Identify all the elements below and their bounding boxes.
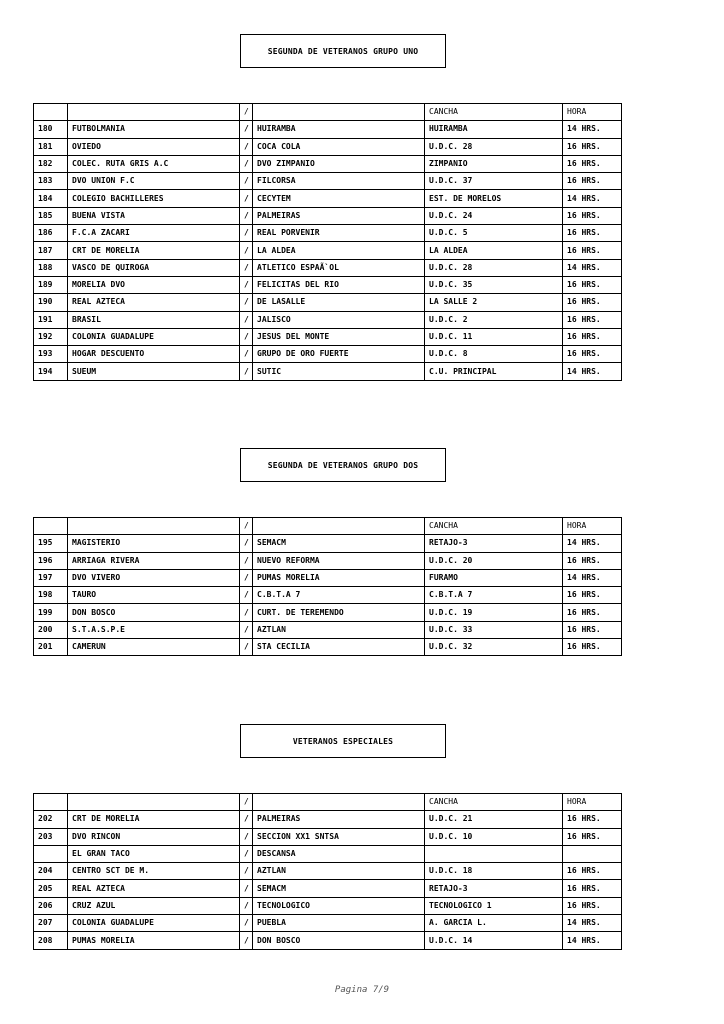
field-cell: CANCHA [425, 794, 563, 811]
match-number: 208 [34, 932, 68, 949]
field-cell: U.D.C. 11 [425, 328, 563, 345]
field-cell: U.D.C. 2 [425, 311, 563, 328]
field-cell: TECNOLOGICO 1 [425, 897, 563, 914]
table-row [34, 604, 622, 621]
table-row [34, 346, 622, 363]
page-footer: Pagina 7/9 [334, 985, 390, 995]
separator: / [240, 604, 253, 621]
home-team [68, 104, 240, 121]
separator: / [240, 639, 253, 656]
table-row [34, 294, 622, 311]
away-team: REAL PORVENIR [253, 225, 425, 242]
field-cell: U.D.C. 19 [425, 604, 563, 621]
table-row [34, 863, 622, 880]
home-team: S.T.A.S.P.E [68, 621, 240, 638]
home-team: VASCO DE QUIROGA [68, 259, 240, 276]
field-cell: U.D.C. 33 [425, 621, 563, 638]
schedule-table [33, 517, 622, 656]
away-team: AZTLAN [253, 621, 425, 638]
away-team: DVO ZIMPANIO [253, 155, 425, 172]
field-cell: U.D.C. 21 [425, 811, 563, 828]
time-cell: 16 HRS. [563, 207, 622, 224]
match-number: 190 [34, 294, 68, 311]
field-cell: LA SALLE 2 [425, 294, 563, 311]
match-number: 182 [34, 155, 68, 172]
table-row [34, 242, 622, 259]
separator: / [240, 518, 253, 535]
match-number: 199 [34, 604, 68, 621]
table-row [34, 932, 622, 949]
table-row [34, 621, 622, 638]
home-team: COLONIA GUADALUPE [68, 915, 240, 932]
table-row [34, 639, 622, 656]
home-team: SUEUM [68, 363, 240, 380]
time-cell: 16 HRS. [563, 173, 622, 190]
away-team: CECYTEM [253, 190, 425, 207]
match-number: 192 [34, 328, 68, 345]
separator: / [240, 621, 253, 638]
away-team: NUEVO REFORMA [253, 552, 425, 569]
table-row [34, 535, 622, 552]
time-cell: 16 HRS. [563, 225, 622, 242]
field-cell: U.D.C. 5 [425, 225, 563, 242]
field-cell: U.D.C. 18 [425, 863, 563, 880]
away-team: PALMEIRAS [253, 207, 425, 224]
home-team: COLONIA GUADALUPE [68, 328, 240, 345]
separator: / [240, 121, 253, 138]
match-number: 201 [34, 639, 68, 656]
separator: / [240, 190, 253, 207]
time-cell: 14 HRS. [563, 259, 622, 276]
table-header-row [34, 794, 622, 811]
away-team: DE LASALLE [253, 294, 425, 311]
away-team: HUIRAMBA [253, 121, 425, 138]
field-cell: RETAJO-3 [425, 535, 563, 552]
separator: / [240, 242, 253, 259]
time-cell: 16 HRS. [563, 880, 622, 897]
time-cell: 16 HRS. [563, 604, 622, 621]
match-number: 191 [34, 311, 68, 328]
separator: / [240, 104, 253, 121]
time-cell: 14 HRS. [563, 915, 622, 932]
field-cell: EST. DE MORELOS [425, 190, 563, 207]
match-number: 207 [34, 915, 68, 932]
separator: / [240, 794, 253, 811]
separator: / [240, 535, 253, 552]
field-cell: U.D.C. 8 [425, 346, 563, 363]
time-cell: 16 HRS. [563, 328, 622, 345]
table-row [34, 328, 622, 345]
field-cell: FURAMO [425, 569, 563, 586]
separator: / [240, 328, 253, 345]
away-team: DON BOSCO [253, 932, 425, 949]
separator: / [240, 880, 253, 897]
field-cell: U.D.C. 20 [425, 552, 563, 569]
time-cell: 16 HRS. [563, 552, 622, 569]
away-team: SEMACM [253, 535, 425, 552]
home-team: EL GRAN TACO [68, 845, 240, 862]
home-team: CRT DE MORELIA [68, 242, 240, 259]
away-team [253, 518, 425, 535]
separator: / [240, 828, 253, 845]
field-cell: U.D.C. 24 [425, 207, 563, 224]
home-team: ARRIAGA RIVERA [68, 552, 240, 569]
table-row [34, 363, 622, 380]
home-team: REAL AZTECA [68, 294, 240, 311]
away-team: PUEBLA [253, 915, 425, 932]
match-number: 180 [34, 121, 68, 138]
home-team: F.C.A ZACARI [68, 225, 240, 242]
separator: / [240, 259, 253, 276]
table-row [34, 915, 622, 932]
match-number: 189 [34, 276, 68, 293]
away-team: DESCANSA [253, 845, 425, 862]
away-team: LA ALDEA [253, 242, 425, 259]
separator: / [240, 811, 253, 828]
separator: / [240, 569, 253, 586]
away-team: COCA COLA [253, 138, 425, 155]
home-team: CENTRO SCT DE M. [68, 863, 240, 880]
away-team: FILCORSA [253, 173, 425, 190]
time-cell: 16 HRS. [563, 587, 622, 604]
table-row [34, 173, 622, 190]
match-number: 188 [34, 259, 68, 276]
time-cell: 16 HRS. [563, 811, 622, 828]
match-number: 197 [34, 569, 68, 586]
home-team: OVIEDO [68, 138, 240, 155]
separator: / [240, 207, 253, 224]
table-row [34, 811, 622, 828]
field-cell: U.D.C. 10 [425, 828, 563, 845]
field-cell: LA ALDEA [425, 242, 563, 259]
away-team: CURT. DE TEREMENDO [253, 604, 425, 621]
time-cell: 16 HRS. [563, 311, 622, 328]
match-number: 184 [34, 190, 68, 207]
separator: / [240, 294, 253, 311]
time-cell: 14 HRS. [563, 932, 622, 949]
away-team: SECCION XX1 SNTSA [253, 828, 425, 845]
match-number: 187 [34, 242, 68, 259]
time-cell: 16 HRS. [563, 294, 622, 311]
home-team: COLEGIO BACHILLERES [68, 190, 240, 207]
table-row [34, 845, 622, 862]
time-cell: 16 HRS. [563, 897, 622, 914]
home-team: MAGISTERIO [68, 535, 240, 552]
separator: / [240, 276, 253, 293]
separator: / [240, 363, 253, 380]
table-row [34, 207, 622, 224]
time-cell: HORA [563, 104, 622, 121]
away-team: PUMAS MORELIA [253, 569, 425, 586]
separator: / [240, 845, 253, 862]
match-number: 193 [34, 346, 68, 363]
separator: / [240, 346, 253, 363]
home-team: BUENA VISTA [68, 207, 240, 224]
away-team: PALMEIRAS [253, 811, 425, 828]
match-number: 204 [34, 863, 68, 880]
match-number: 194 [34, 363, 68, 380]
table-row [34, 897, 622, 914]
time-cell: 14 HRS. [563, 569, 622, 586]
match-number: 206 [34, 897, 68, 914]
separator: / [240, 311, 253, 328]
table-row [34, 311, 622, 328]
home-team: DVO VIVERO [68, 569, 240, 586]
home-team: COLEC. RUTA GRIS A.C [68, 155, 240, 172]
time-cell: 16 HRS. [563, 155, 622, 172]
table-row [34, 155, 622, 172]
away-team: AZTLAN [253, 863, 425, 880]
field-cell: U.D.C. 32 [425, 639, 563, 656]
time-cell: HORA [563, 518, 622, 535]
away-team: SEMACM [253, 880, 425, 897]
field-cell: ZIMPANIO [425, 155, 563, 172]
separator: / [240, 155, 253, 172]
table-row [34, 225, 622, 242]
away-team: TECNOLOGICO [253, 897, 425, 914]
match-number: 185 [34, 207, 68, 224]
match-number: 196 [34, 552, 68, 569]
time-cell: HORA [563, 794, 622, 811]
table-header-row [34, 518, 622, 535]
schedule-table [33, 103, 622, 381]
section-title: SEGUNDA DE VETERANOS GRUPO UNO [240, 34, 446, 68]
field-cell: A. GARCIA L. [425, 915, 563, 932]
home-team: HOGAR DESCUENTO [68, 346, 240, 363]
home-team [68, 518, 240, 535]
match-number [34, 845, 68, 862]
table-row [34, 190, 622, 207]
separator: / [240, 173, 253, 190]
table-row [34, 828, 622, 845]
separator: / [240, 138, 253, 155]
time-cell: 16 HRS. [563, 828, 622, 845]
away-team: FELICITAS DEL RIO [253, 276, 425, 293]
time-cell: 16 HRS. [563, 639, 622, 656]
field-cell: U.D.C. 28 [425, 138, 563, 155]
time-cell: 14 HRS. [563, 190, 622, 207]
time-cell: 14 HRS. [563, 535, 622, 552]
field-cell: C.B.T.A 7 [425, 587, 563, 604]
time-cell: 14 HRS. [563, 363, 622, 380]
match-number: 198 [34, 587, 68, 604]
match-number: 195 [34, 535, 68, 552]
match-number: 202 [34, 811, 68, 828]
separator: / [240, 863, 253, 880]
home-team: DVO RINCON [68, 828, 240, 845]
table-row [34, 552, 622, 569]
time-cell: 16 HRS. [563, 138, 622, 155]
match-number [34, 518, 68, 535]
field-cell [425, 845, 563, 862]
match-number: 200 [34, 621, 68, 638]
home-team: REAL AZTECA [68, 880, 240, 897]
separator: / [240, 587, 253, 604]
home-team: DVO UNION F.C [68, 173, 240, 190]
away-team: ATLETICO ESPAÃ`OL [253, 259, 425, 276]
home-team: CAMERUN [68, 639, 240, 656]
time-cell: 16 HRS. [563, 863, 622, 880]
away-team [253, 794, 425, 811]
table-row [34, 880, 622, 897]
home-team: PUMAS MORELIA [68, 932, 240, 949]
match-number [34, 794, 68, 811]
field-cell: RETAJO-3 [425, 880, 563, 897]
home-team: BRASIL [68, 311, 240, 328]
field-cell: HUIRAMBA [425, 121, 563, 138]
home-team: FUTBOLMANIA [68, 121, 240, 138]
separator: / [240, 932, 253, 949]
away-team: JESUS DEL MONTE [253, 328, 425, 345]
separator: / [240, 552, 253, 569]
field-cell: U.D.C. 37 [425, 173, 563, 190]
home-team: DON BOSCO [68, 604, 240, 621]
table-row [34, 121, 622, 138]
match-number: 183 [34, 173, 68, 190]
table-row [34, 259, 622, 276]
table-header-row [34, 104, 622, 121]
schedule-table [33, 793, 622, 950]
field-cell: U.D.C. 35 [425, 276, 563, 293]
time-cell: 14 HRS. [563, 121, 622, 138]
away-team: JALISCO [253, 311, 425, 328]
away-team [253, 104, 425, 121]
home-team: TAURO [68, 587, 240, 604]
time-cell: 16 HRS. [563, 346, 622, 363]
separator: / [240, 897, 253, 914]
field-cell: U.D.C. 14 [425, 932, 563, 949]
home-team: CRUZ AZUL [68, 897, 240, 914]
away-team: C.B.T.A 7 [253, 587, 425, 604]
separator: / [240, 225, 253, 242]
table-row [34, 276, 622, 293]
field-cell: C.U. PRINCIPAL [425, 363, 563, 380]
match-number: 186 [34, 225, 68, 242]
home-team: CRT DE MORELIA [68, 811, 240, 828]
match-number: 181 [34, 138, 68, 155]
match-number: 205 [34, 880, 68, 897]
away-team: SUTIC [253, 363, 425, 380]
time-cell: 16 HRS. [563, 242, 622, 259]
away-team: STA CECILIA [253, 639, 425, 656]
match-number [34, 104, 68, 121]
time-cell [563, 845, 622, 862]
field-cell: CANCHA [425, 518, 563, 535]
time-cell: 16 HRS. [563, 621, 622, 638]
time-cell: 16 HRS. [563, 276, 622, 293]
field-cell: U.D.C. 28 [425, 259, 563, 276]
home-team: MORELIA DVO [68, 276, 240, 293]
away-team: GRUPO DE ORO FUERTE [253, 346, 425, 363]
match-number: 203 [34, 828, 68, 845]
home-team [68, 794, 240, 811]
table-row [34, 569, 622, 586]
section-title: SEGUNDA DE VETERANOS GRUPO DOS [240, 448, 446, 482]
field-cell: CANCHA [425, 104, 563, 121]
table-row [34, 138, 622, 155]
table-row [34, 587, 622, 604]
section-title: VETERANOS ESPECIALES [240, 724, 446, 758]
separator: / [240, 915, 253, 932]
